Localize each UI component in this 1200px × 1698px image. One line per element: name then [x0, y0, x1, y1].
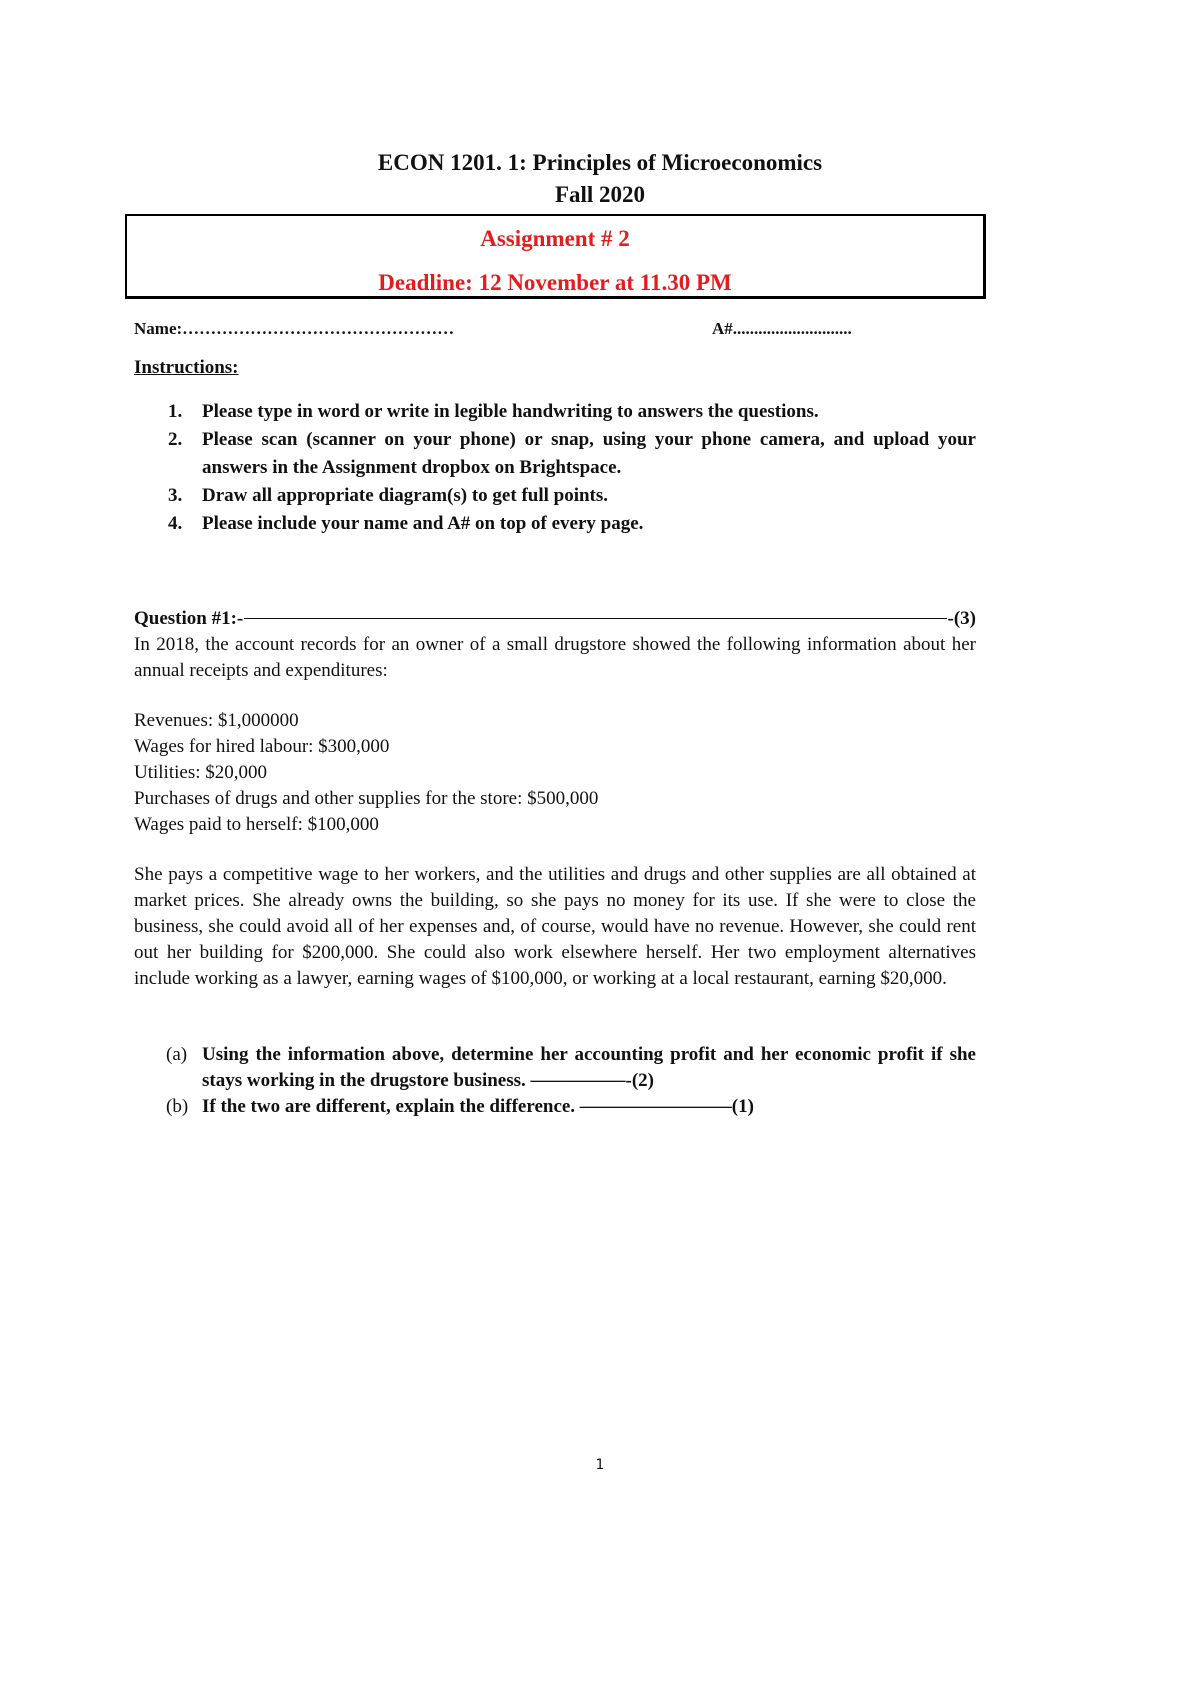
assignment-title: Assignment # 2	[480, 226, 630, 251]
question-intro: In 2018, the account records for an owner of a small drugstore showed the following information about her annual receipts and expenditures:	[134, 634, 976, 681]
instruction-text: Please scan (scanner on your phone) or snap, using your phone camera, and upload your answers in the Assignment dropbox on Brightspace.	[202, 429, 976, 478]
figure-line: Wages paid to herself: $100,000	[134, 814, 379, 835]
part-text: If the two are different, explain the difference. ––––––––––––––––(1)	[202, 1096, 754, 1117]
instruction-number: 3.	[168, 485, 183, 506]
part-letter: (b)	[166, 1096, 189, 1117]
name-field: Name:…………………………………………	[134, 319, 455, 338]
question-part	[134, 1094, 976, 1120]
instruction-text: Please type in word or write in legible handwriting to answers the questions.	[202, 401, 819, 422]
instruction-item	[134, 398, 976, 426]
instruction-item	[134, 426, 976, 482]
course-title: ECON 1201. 1: Principles of Microeconomics	[377, 150, 823, 175]
instruction-number: 4.	[168, 513, 183, 534]
instruction-item	[134, 482, 976, 510]
question-label: Question #1:-	[134, 608, 244, 629]
instructions-list	[134, 398, 976, 538]
question-parts	[134, 1042, 976, 1120]
financial-figures	[134, 708, 598, 838]
figure-line: Utilities: $20,000	[134, 762, 267, 783]
dash-leader	[244, 606, 946, 619]
page-number: 1	[595, 1457, 605, 1473]
instructions-heading: Instructions:	[134, 357, 239, 378]
instruction-number: 2.	[168, 429, 183, 450]
instruction-item	[134, 510, 976, 538]
question-heading	[134, 606, 976, 632]
question-points: -(3)	[947, 608, 976, 629]
figure-line: Wages for hired labour: $300,000	[134, 736, 390, 757]
assignment-box	[125, 214, 986, 299]
figure-line: Purchases of drugs and other supplies for the store: $500,000	[134, 788, 599, 809]
question-scenario: She pays a competitive wage to her workers, and the utilities and drugs and other supplies are all obtained at market prices. She already owns the building, so she pays no money for its use. If she were to close the business, she could avoid all of her expenses and, of course, would have no revenue. However, she could rent out her building for $200,000. She could also work elsewhere herself. Her two employment alternatives include working as a lawyer, earning wages of $100,000, or working at a local restaurant, earning $20,000.	[134, 864, 976, 989]
term-label: Fall 2020	[554, 182, 646, 207]
part-text: Using the information above, determine her accounting profit and her economic profit if she stays working in the drugstore business. ––––––––––-(2)	[202, 1044, 976, 1091]
figure-line: Revenues: $1,000000	[134, 710, 299, 731]
instruction-text: Please include your name and A# on top of every page.	[202, 513, 644, 534]
instruction-number: 1.	[168, 401, 183, 422]
question-part	[134, 1042, 976, 1094]
part-letter: (a)	[166, 1044, 188, 1065]
deadline-text: Deadline: 12 November at 11.30 PM	[378, 270, 732, 295]
instruction-text: Draw all appropriate diagram(s) to get full points.	[202, 485, 609, 506]
a-number-field: A#............................	[712, 319, 852, 338]
